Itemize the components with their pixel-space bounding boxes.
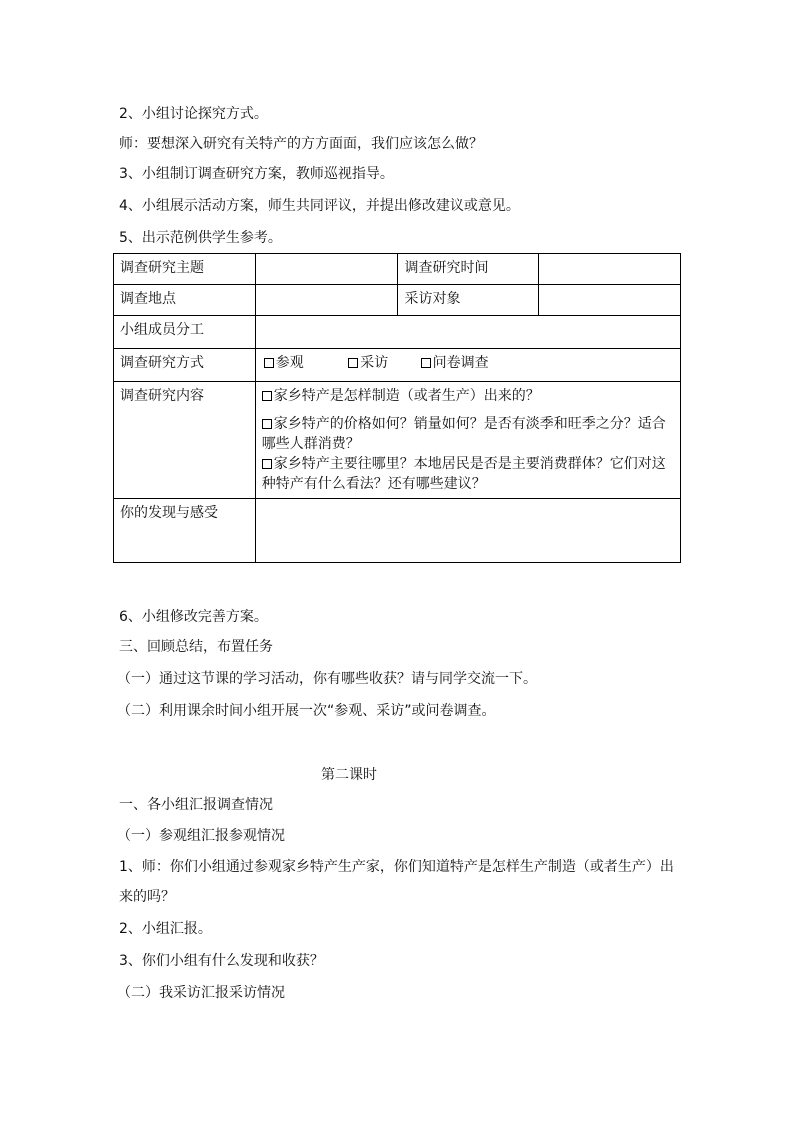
report-heading: 一、各小组汇报调查情况: [119, 797, 273, 813]
summary-heading: 三、回顾总结，布置任务: [119, 639, 273, 655]
time-label: 调查研究时间: [398, 254, 539, 285]
group-report-text: 2、小组汇报。: [119, 921, 212, 937]
checkbox-icon: [264, 358, 274, 368]
interviewee-value-cell: [539, 285, 681, 316]
step-5-text: 5、出示范例供学生参考。: [119, 230, 282, 246]
topic-value-cell: [255, 254, 398, 285]
checkbox-icon: [262, 459, 272, 469]
section-heading: 第二课时: [321, 767, 377, 783]
content-label: 调查研究内容: [114, 382, 256, 499]
method-options-cell: [255, 349, 680, 382]
table-row: [114, 349, 681, 382]
interview-group-heading: （二）我采访汇报采访情况: [117, 985, 285, 1001]
group-findings-question: 3、你们小组有什么发现和收获？: [119, 953, 324, 969]
step-2-text: 2、小组讨论探究方式。: [119, 106, 268, 122]
step-6-text: 6、小组修改完善方案。: [119, 609, 268, 625]
table-row: [114, 316, 681, 349]
table-row: [114, 499, 681, 563]
step-4-text: 4、小组展示活动方案，师生共同评议，并提出修改建议或意见。: [119, 198, 520, 214]
findings-label: 你的发现与感受: [114, 499, 256, 563]
checkbox-icon: [421, 358, 431, 368]
members-label: 小组成员分工: [114, 316, 256, 349]
checkbox-icon: [348, 358, 358, 368]
step-3-text: 3、小组制订调查研究方案，教师巡视指导。: [119, 166, 394, 182]
research-plan-table: [113, 253, 681, 563]
table-row: [114, 285, 681, 316]
method-label: 调查研究方式: [114, 349, 256, 382]
findings-value-cell: [255, 499, 680, 563]
members-value-cell: [255, 316, 680, 349]
checkbox-icon: [262, 419, 272, 429]
content-item: 家乡特产是怎样制造（或者生产）出来的？: [262, 386, 674, 406]
method-option-visit: 参观: [264, 353, 304, 373]
method-option-interview: 采访: [348, 353, 388, 373]
checkbox-icon: [262, 391, 272, 401]
content-item: 家乡特产主要往哪里？本地居民是否是主要消费群体？它们对这种特产有什么看法？还有哪些建议？: [261, 456, 666, 492]
table-row: [114, 382, 681, 499]
content-items-cell: [255, 382, 680, 499]
teacher-question-1-cont: 来的吗？: [119, 889, 175, 905]
content-item: 家乡特产的价格如何？销量如何？是否有淡季和旺季之分？适合哪些人群消费？: [261, 416, 666, 452]
task-2-text: （二）利用课余时间小组开展一次“参观、采访”或问卷调查。: [117, 703, 496, 719]
place-label: 调查地点: [114, 285, 256, 316]
place-value-cell: [255, 285, 398, 316]
teacher-question-text: 师：要想深入研究有关特产的方方面面，我们应该怎么做？: [119, 136, 483, 152]
task-1-text: （一）通过这节课的学习活动，你有哪些收获？请与同学交流一下。: [117, 671, 537, 687]
method-option-questionnaire: 问卷调查: [421, 353, 489, 373]
teacher-question-1: 1、师：你们小组通过参观家乡特产生产家，你们知道特产是怎样生产制造（或者生产）出: [119, 859, 674, 875]
table-row: [114, 254, 681, 285]
time-value-cell: [539, 254, 681, 285]
interviewee-label: 采访对象: [398, 285, 539, 316]
topic-label: 调查研究主题: [114, 254, 256, 285]
visit-group-heading: （一）参观组汇报参观情况: [117, 828, 285, 844]
